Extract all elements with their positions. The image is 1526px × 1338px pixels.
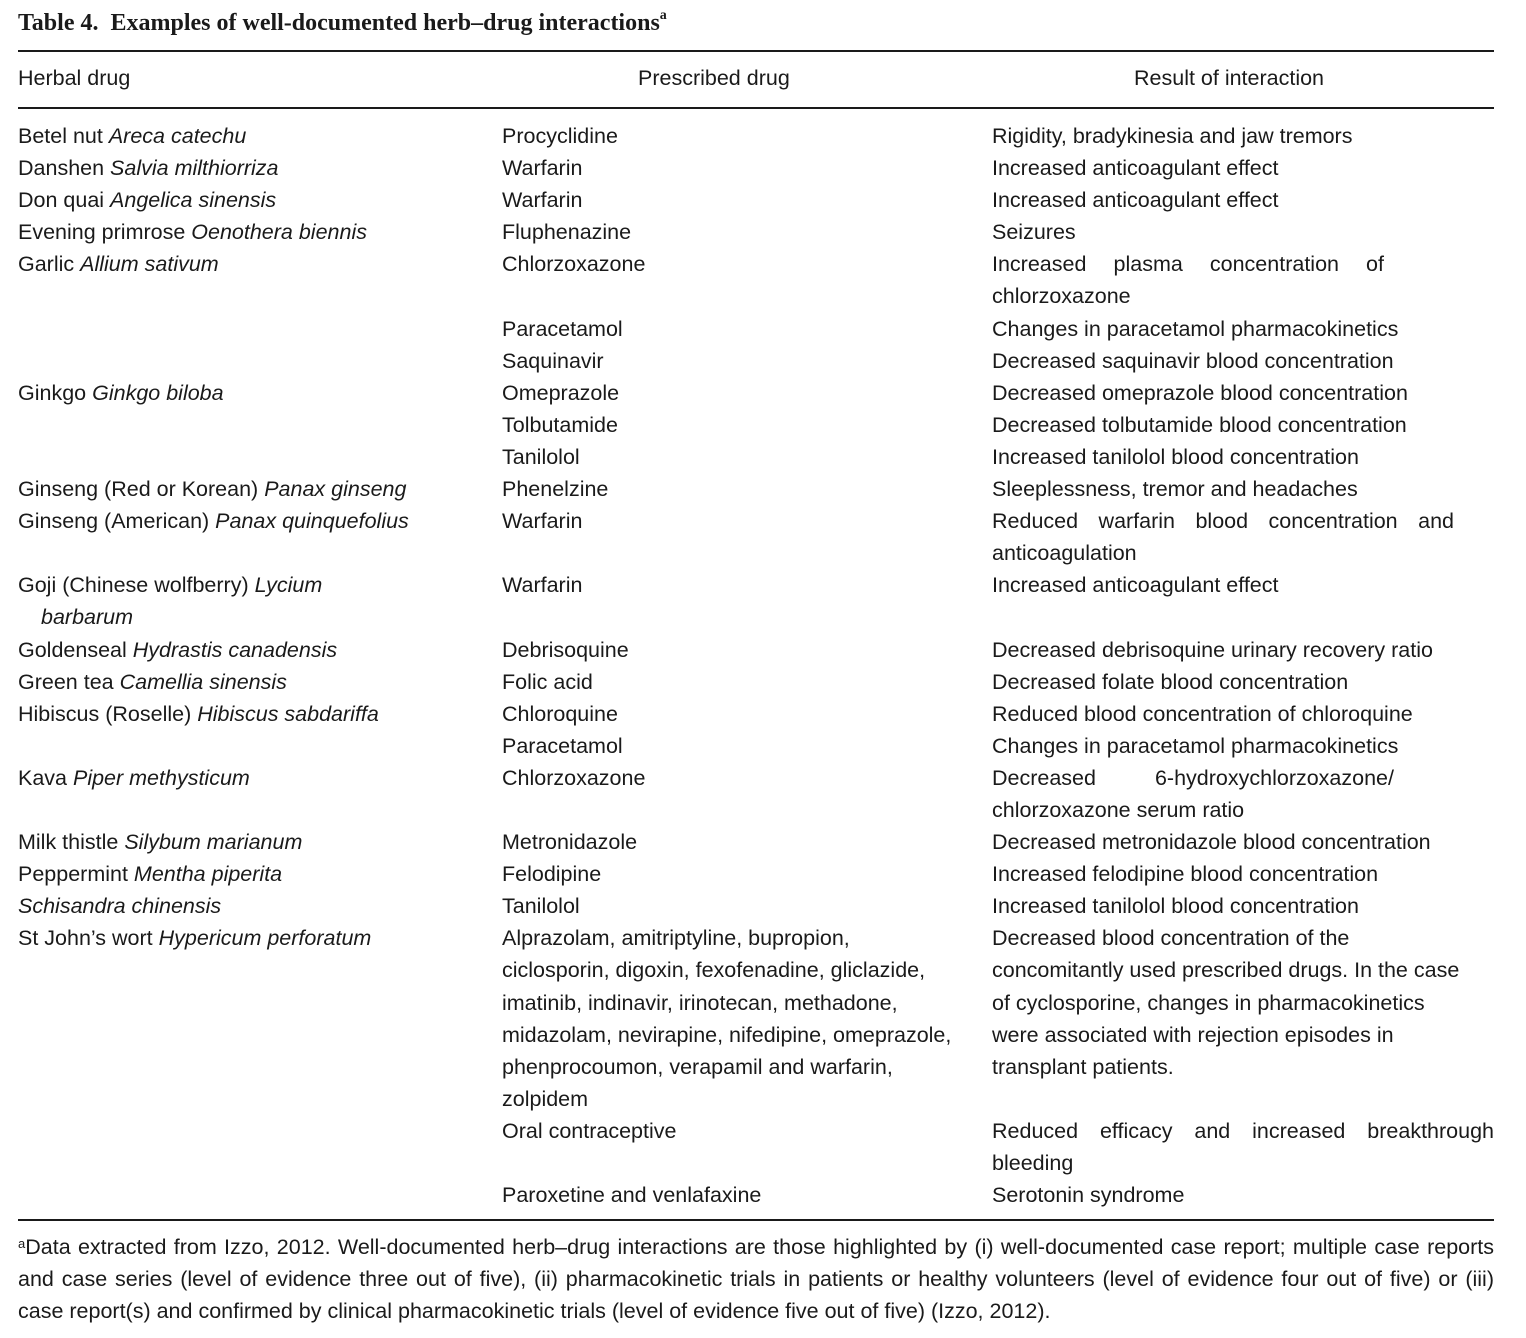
herbal-drug-cell: Danshen Salvia milthiorriza — [18, 156, 279, 181]
table-caption: Examples of well-documented herb–drug interactions — [110, 10, 660, 36]
herbal-drug-cell: Ginseng (American) Panax quinquefolius — [18, 509, 409, 534]
table-title — [18, 10, 667, 37]
result-cell: Increased anticoagulant effect — [992, 188, 1279, 213]
table-row — [18, 858, 1494, 890]
result-cell: Rigidity, bradykinesia and jaw tremors — [992, 124, 1353, 148]
herbal-drug-cell: Ginseng (Red or Korean) Panax ginseng — [18, 477, 407, 502]
table-row — [18, 216, 1494, 248]
table-row — [18, 313, 1494, 345]
prescribed-drug-cell: Folic acid — [502, 669, 593, 694]
table-row — [18, 248, 1494, 312]
herbal-drug-cell: Hibiscus (Roselle) Hibiscus sabdariffa — [18, 701, 379, 726]
table-row — [18, 890, 1494, 922]
bottom-rule — [18, 1219, 1494, 1221]
column-header-prescribed-drug: Prescribed drug — [638, 66, 790, 90]
column-header-result: Result of interaction — [1134, 66, 1325, 90]
result-cell: Decreased omeprazole blood concentration — [992, 380, 1408, 405]
herbal-drug-cell: Kava Piper methysticum — [18, 765, 250, 790]
herbal-drug-cell: Evening primrose Oenothera biennis — [18, 220, 367, 245]
herbal-drug-cell — [18, 730, 502, 762]
prescribed-drug-cell: Debrisoquine — [502, 637, 629, 662]
herbal-drug-cell: Peppermint Mentha piperita — [18, 862, 283, 887]
table-row — [18, 698, 1494, 730]
table-row — [18, 1115, 1494, 1179]
table-row — [18, 730, 1494, 762]
prescribed-drug-cell: Tanilolol — [502, 894, 580, 919]
prescribed-drug-cell: Felodipine — [502, 862, 602, 887]
top-rule — [18, 50, 1494, 52]
table-footnote — [18, 1231, 1494, 1327]
table-row — [18, 120, 1494, 152]
header-rule — [18, 107, 1494, 109]
column-header-herbal-drug: Herbal drug — [18, 66, 131, 90]
herbal-drug-cell — [18, 313, 502, 345]
prescribed-drug-cell: Metronidazole — [502, 830, 638, 855]
prescribed-drug-cell: Procyclidine — [502, 124, 618, 148]
herbal-drug-cell: Betel nut Areca catechu — [18, 124, 247, 148]
prescribed-drug-cell: Warfarin — [502, 188, 583, 213]
prescribed-drug-cell: Phenelzine — [502, 477, 609, 502]
footnote-marker: a — [18, 1236, 26, 1251]
result-cell: Increased tanilolol blood concentration — [992, 894, 1359, 919]
prescribed-drug-cell: Warfarin — [502, 509, 583, 534]
table-row — [18, 1179, 1494, 1211]
prescribed-drug-cell: Chloroquine — [502, 701, 618, 726]
result-cell: Decreased blood concentration of the concomitantly used prescribed drugs. In the case of cyclosporine, changes in pharmacokinetics were associated with rejection episodes in transplant patients. — [992, 926, 1460, 1079]
result-cell: Decreased metronidazole blood concentration — [992, 830, 1431, 855]
table-body — [18, 120, 1494, 1211]
result-cell: Serotonin syndrome — [992, 1183, 1185, 1208]
herbal-drug-cell: Milk thistle Silybum marianum — [18, 830, 303, 855]
result-cell: Decreased 6-hydroxychlorzoxazone/ chlorzoxazone serum ratio — [992, 765, 1394, 822]
table-row — [18, 922, 1494, 1115]
result-cell: Seizures — [992, 220, 1076, 245]
prescribed-drug-cell: Saquinavir — [502, 348, 604, 373]
table-label: Table 4. — [18, 10, 99, 36]
prescribed-drug-cell: Chlorzoxazone — [502, 252, 646, 277]
prescribed-drug-cell: Chlorzoxazone — [502, 765, 646, 790]
prescribed-drug-cell: Paracetamol — [502, 316, 623, 341]
result-cell: Increased tanilolol blood concentration — [992, 444, 1359, 469]
prescribed-drug-cell: Oral contraceptive — [502, 1118, 677, 1143]
table-row — [18, 505, 1494, 569]
prescribed-drug-cell: Paroxetine and venlafaxine — [502, 1183, 762, 1208]
herbal-drug-cell — [18, 1115, 502, 1179]
table-row — [18, 184, 1494, 216]
herbal-drug-cell: Green tea Camellia sinensis — [18, 669, 287, 694]
prescribed-drug-cell: Tanilolol — [502, 444, 580, 469]
herbal-drug-cell: Ginkgo Ginkgo biloba — [18, 380, 224, 405]
result-cell: Changes in paracetamol pharmacokinetics — [992, 733, 1399, 758]
prescribed-drug-cell: Tolbutamide — [502, 412, 618, 437]
herbal-drug-cell: Goji (Chinese wolfberry) Lycium barbarum — [18, 573, 323, 630]
herbal-drug-cell — [18, 345, 502, 377]
herbal-drug-cell: Don quai Angelica sinensis — [18, 188, 277, 213]
table-row — [18, 441, 1494, 473]
table-row — [18, 569, 1494, 633]
result-cell: Reduced efficacy and increased breakthrough bleeding — [992, 1118, 1494, 1175]
result-cell: Reduced warfarin blood concentration and anticoagulation — [992, 509, 1454, 566]
herbal-drug-cell: Garlic Allium sativum — [18, 252, 219, 277]
result-cell: Sleeplessness, tremor and headaches — [992, 477, 1358, 502]
table-row — [18, 666, 1494, 698]
table-row — [18, 152, 1494, 184]
prescribed-drug-cell: Warfarin — [502, 573, 583, 598]
herbal-drug-cell: Schisandra chinensis — [18, 894, 222, 919]
result-cell: Reduced blood concentration of chloroquine — [992, 701, 1413, 726]
table-row — [18, 377, 1494, 409]
result-cell: Decreased debrisoquine urinary recovery ratio — [992, 637, 1433, 662]
footnote-text: Data extracted from Izzo, 2012. Well-documented herb–drug interactions are those highlighted by (i) well-documented case report; multiple case reports and case series (level of evidence three out of five), (ii) pharmacokinetic trials in patients or healthy volunteers (level of evidence four out of five) or (iii) case report(s) and confirmed by clinical pharmacokinetic trials (level of evidence five out of five) (Izzo, 2012). — [18, 1235, 1494, 1323]
prescribed-drug-cell: Fluphenazine — [502, 220, 632, 245]
result-cell: Decreased saquinavir blood concentration — [992, 348, 1394, 373]
table-row — [18, 762, 1494, 826]
herbal-drug-cell — [18, 1179, 502, 1211]
result-cell: Changes in paracetamol pharmacokinetics — [992, 316, 1399, 341]
herbal-drug-cell: St John’s wort Hypericum perforatum — [18, 926, 372, 951]
result-cell: Increased anticoagulant effect — [992, 156, 1279, 181]
herbal-drug-cell: Goldenseal Hydrastis canadensis — [18, 637, 338, 662]
table-row — [18, 826, 1494, 858]
title-note-marker: a — [659, 8, 667, 23]
herbal-drug-cell — [18, 441, 502, 473]
table-row — [18, 345, 1494, 377]
prescribed-drug-cell: Paracetamol — [502, 733, 623, 758]
result-cell: Decreased tolbutamide blood concentration — [992, 412, 1407, 437]
result-cell: Increased plasma concentration of chlorzoxazone — [992, 252, 1384, 309]
prescribed-drug-cell: Omeprazole — [502, 380, 620, 405]
table-row — [18, 634, 1494, 666]
result-cell: Increased felodipine blood concentration — [992, 862, 1379, 887]
table-row — [18, 473, 1494, 505]
prescribed-drug-cell: Warfarin — [502, 156, 583, 181]
result-cell: Increased anticoagulant effect — [992, 573, 1279, 598]
herbal-drug-cell — [18, 409, 502, 441]
result-cell: Decreased folate blood concentration — [992, 669, 1349, 694]
table-row — [18, 409, 1494, 441]
prescribed-drug-cell: Alprazolam, amitriptyline, bupropion, ciclosporin, digoxin, fexofenadine, gliclazide, imatinib, indinavir, irinotecan, methadone, midazolam, nevirapine, nifedipine, omeprazole, phenprocoumon, verapamil and warfarin, zolpidem — [502, 926, 952, 1111]
